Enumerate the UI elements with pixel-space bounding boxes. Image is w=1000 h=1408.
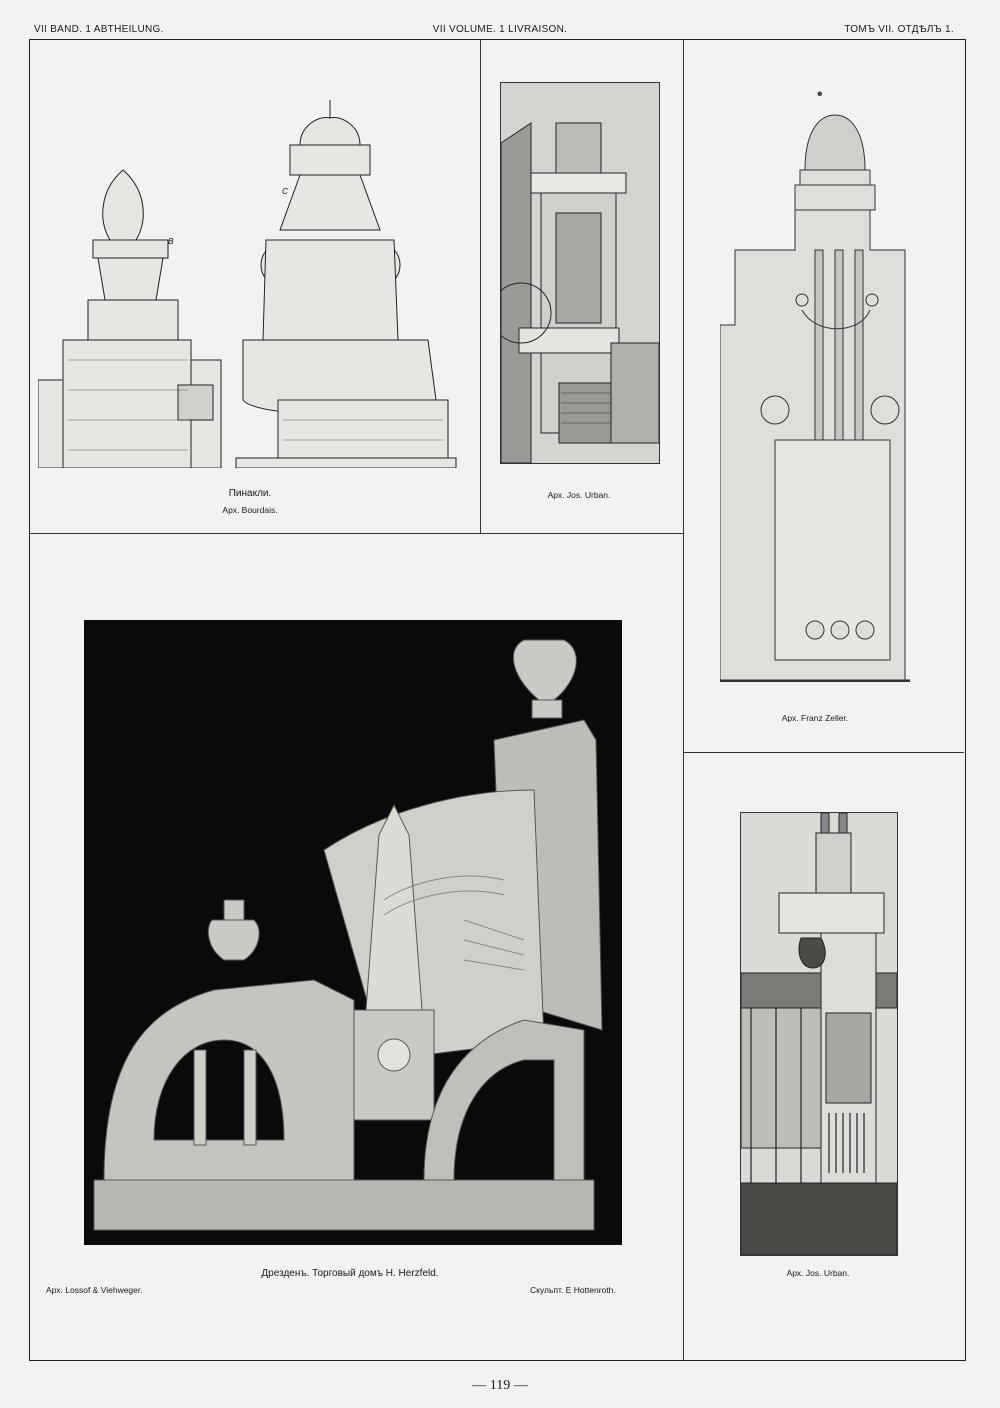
dresden-title: Дрезденъ. Торговый домъ H. Herzfeld. xyxy=(261,1268,439,1279)
divider-v2 xyxy=(683,40,684,1360)
urban-bottom-illustration xyxy=(740,812,898,1256)
zeller-illustration xyxy=(720,90,910,682)
zeller-architect: Арх. Franz Zeller. xyxy=(781,713,849,723)
dresden-architect: Арх. Lossof & Viehweger. xyxy=(46,1285,143,1295)
urban-bottom-architect: Арх. Jos. Urban. xyxy=(786,1268,850,1278)
divider-h1 xyxy=(30,533,683,534)
pinnacles-title: Пинакли. xyxy=(228,488,272,499)
pinnacles-illustration xyxy=(38,100,463,468)
header-center: VII VOLUME. 1 LIVRAISON. xyxy=(432,24,568,35)
pinnacles-label-c: C xyxy=(282,186,289,196)
urban-top-architect: Арх. Jos. Urban. xyxy=(547,490,611,500)
divider-v1 xyxy=(480,40,481,533)
header-left: VII BAND. 1 ABTHEILUNG. xyxy=(34,24,164,35)
urban-top-illustration xyxy=(500,82,660,464)
dresden-sculptor: Скульпт. E Hottenroth. xyxy=(530,1285,616,1295)
svg-text:•: • xyxy=(815,90,825,104)
dresden-photograph xyxy=(84,620,622,1245)
divider-h2 xyxy=(683,752,964,753)
pinnacles-label-b: B xyxy=(168,236,174,246)
page-number: — 119 — xyxy=(472,1378,528,1393)
header-right: ТОМЪ VII. ОТДѢЛЪ 1. xyxy=(844,24,954,35)
pinnacles-architect: Арх. Bourdais. xyxy=(222,505,278,515)
